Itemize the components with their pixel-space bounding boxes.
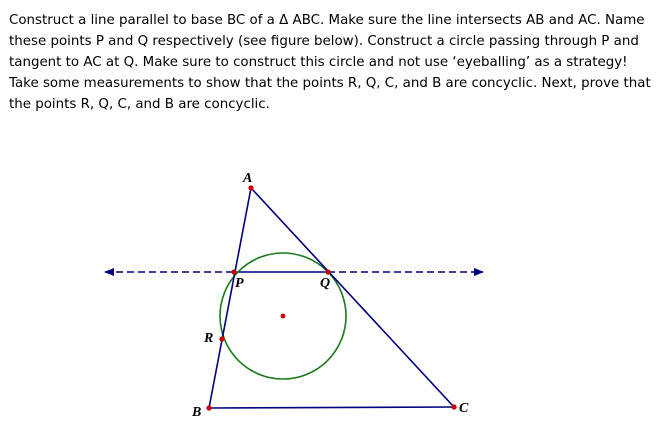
label-q: Q (320, 276, 331, 291)
side-bc (209, 407, 454, 408)
point-b (206, 405, 211, 410)
circle-center-point (281, 314, 286, 319)
label-b: B (192, 405, 202, 420)
label-r: R (204, 331, 214, 346)
problem-statement: Construct a line parallel to base BC of a Δ ABC. Make sure the line intersects AB and AC. Name these points P and Q respectively (see figure below). Construct a circle passing through P and tangent to AC at Q. Make sure to construct this circle and not use ‘eyeballing’ as a strategy! Take some measurements to show that the points R, Q, C, and B are concyclic. Next, prove that the points R, Q, C, and B are concyclic. (9, 13, 651, 112)
point-q (325, 269, 330, 274)
point-a (248, 185, 253, 190)
label-p: P (235, 276, 244, 291)
side-ac (251, 188, 454, 407)
label-a: A (243, 171, 253, 186)
point-p (231, 269, 236, 274)
point-r (219, 336, 224, 341)
side-ab (209, 188, 251, 408)
point-c (451, 404, 456, 409)
label-c: C (459, 401, 469, 416)
